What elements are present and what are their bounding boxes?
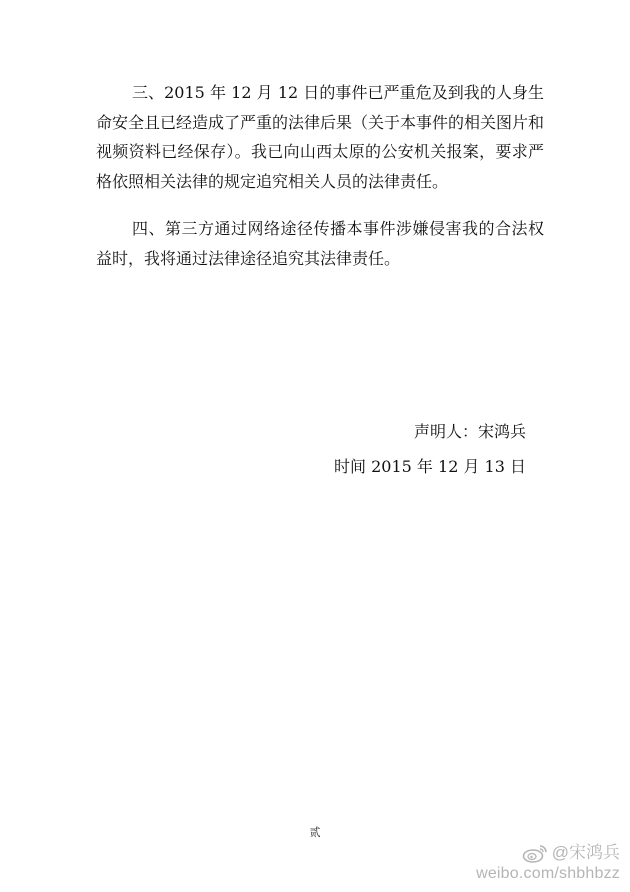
weibo-watermark (476, 842, 620, 884)
weibo-url: weibo.com/shbhbzz (476, 865, 620, 882)
paragraph-three: 三、2015 年 12 月 12 日的事件已严重危及到我的人身生命安全且已经造成了严重的法律后果（关于本事件的相关图片和视频资料已经保存）。我已向山西太原的公安机关报案，要求严格依照相关法律的规定追究相关人员的法律责任。 (96, 83, 545, 191)
paragraph-four: 四、第三方通过网络途径传播本事件涉嫌侵害我的合法权益时，我将通过法律途径追究其法律责任。 (96, 219, 544, 268)
declarant-signature: 声明人：宋鸿兵 (413, 422, 526, 441)
weibo-logo-icon (522, 843, 548, 863)
weibo-handle: @宋鸿兵 (551, 843, 620, 862)
signature-date: 时间 2015 年 12 月 13 日 (334, 457, 526, 476)
page-number: 贰 (309, 826, 321, 839)
